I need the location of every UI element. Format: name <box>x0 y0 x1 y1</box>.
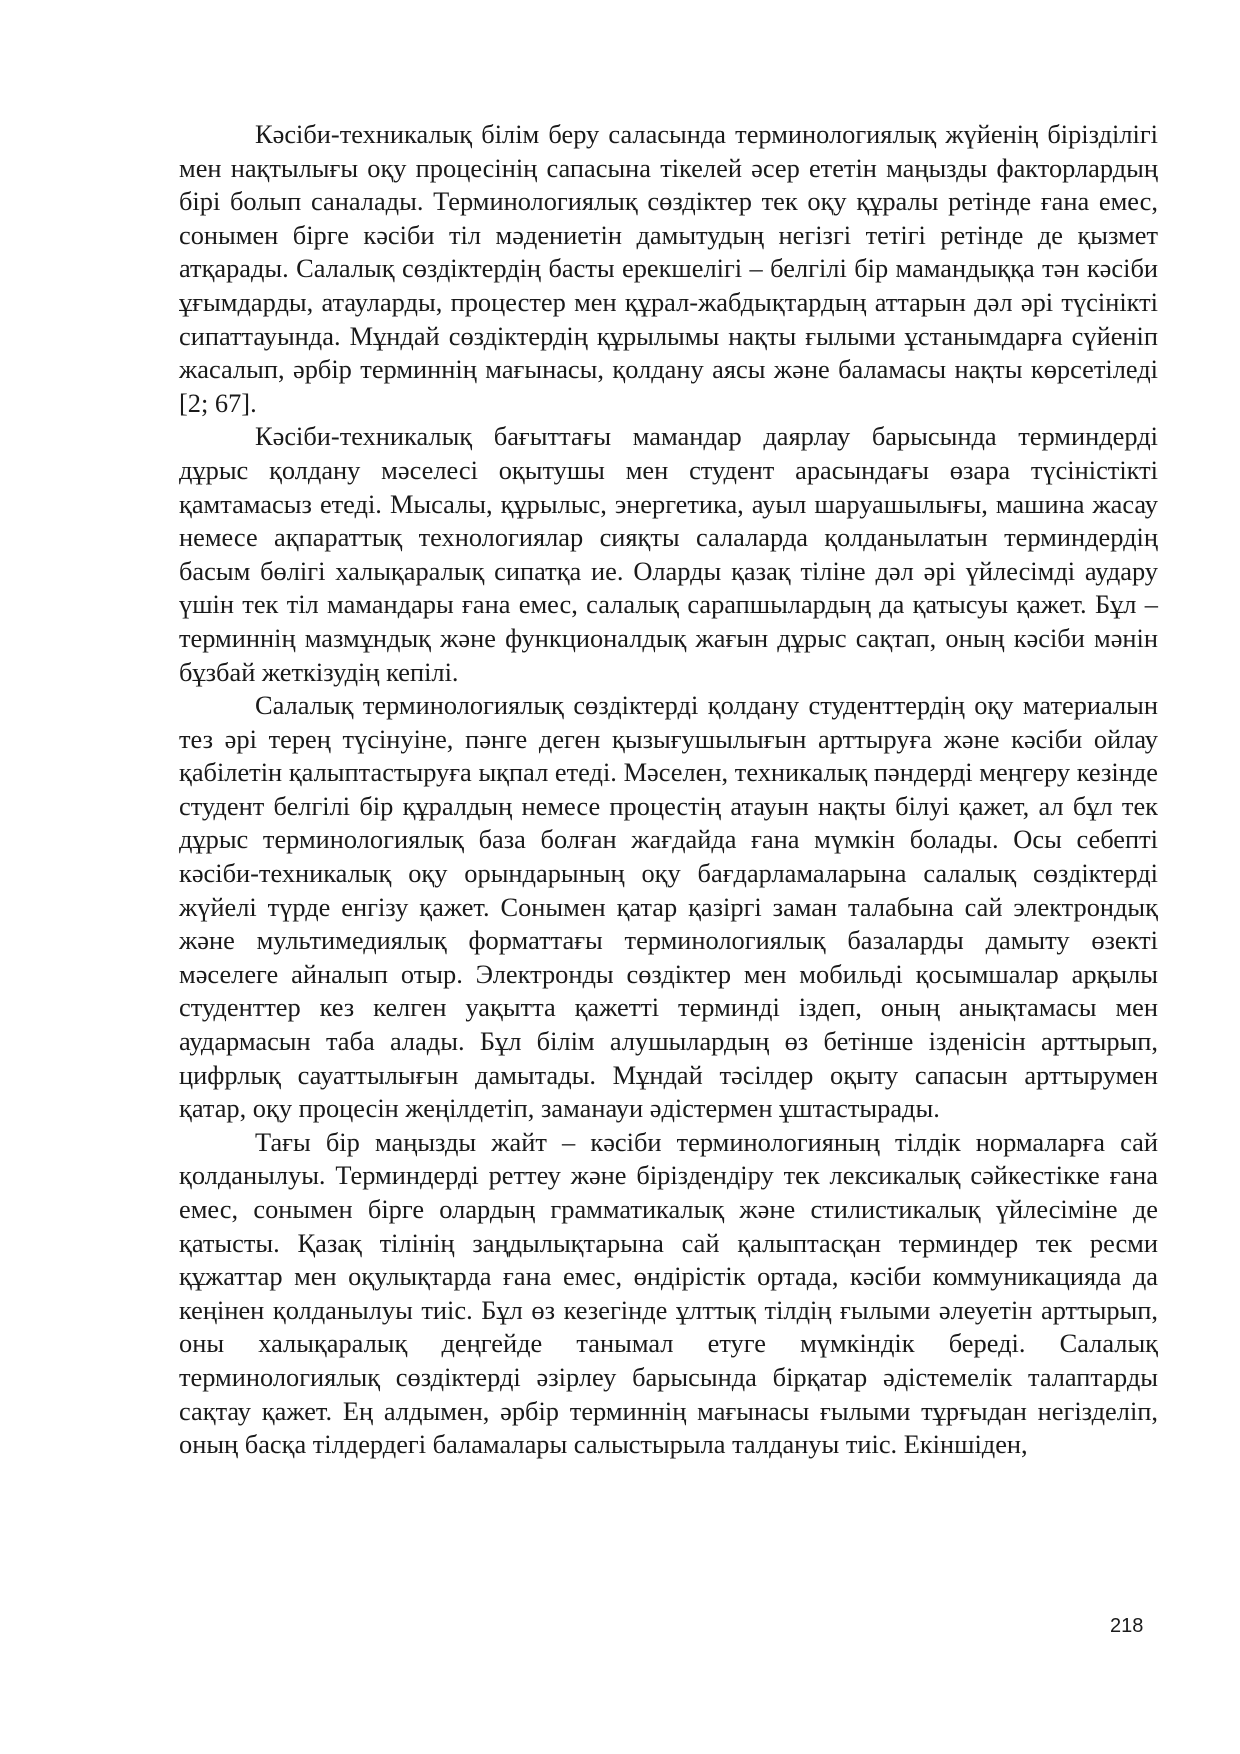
paragraph-4: Тағы бір маңызды жайт – кәсіби терминологияның тілдік нормаларға сай қолданылуы. Терминдерді реттеу және біріздендіру тек лексикалық сәйкестікке ғана емес, сонымен бірге олардың грамматикалық және стилистикалық үйлесіміне де қатысты. Қазақ тілінің заңдылықтарына сай қалыптасқан терминдер тек ресми құжаттар мен оқулықтарда ғана емес, өндірістік ортада, кәсіби коммуникацияда да кеңінен қолданылуы тиіс. Бұл өз кезегінде ұлттық тілдің ғылыми әлеуетін арттырып, оны халықаралық деңгейде танымал етуге мүмкіндік береді. Салалық терминологиялық сөздіктерді әзірлеу барысында бірқатар әдістемелік талаптарды сақтау қажет. Ең алдымен, әрбір терминнің мағынасы ғылыми тұрғыдан негізделіп, оның басқа тілдердегі баламалары салыстырыла талдануы тиіс. Екіншіден, <box>179 1126 1158 1460</box>
paragraph-3: Салалық терминологиялық сөздіктерді қолдану студенттердің оқу материалын тез әрі терең түсінуіне, пәнге деген қызығушылығын арттыруға және кәсіби ойлау қабілетін қалыптастыруға ықпал етеді. Мәселен, техникалық пәндерді меңгеру кезінде студент белгілі бір құралдың немесе процестің атауын нақты білуі қажет, ал бұл тек дұрыс терминологиялық база болған жағдайда ғана мүмкін болады. Осы себепті кәсіби-техникалық оқу орындарының оқу бағдарламаларына салалық сөздіктерді жүйелі түрде енгізу қажет. Сонымен қатар қазіргі заман талабына сай электрондық және мультимедиялық форматтағы терминологиялық базаларды дамыту өзекті мәселеге айналып отыр. Электронды сөздіктер мен мобильді қосымшалар арқылы студенттер кез келген уақытта қажетті терминді іздеп, оның анықтамасы мен аудармасын таба алады. Бұл білім алушылардың өз бетінше ізденісін арттырып, цифрлық сауаттылығын дамытады. Мұндай тәсілдер оқыту сапасын арттырумен қатар, оқу процесін жеңілдетіп, заманауи әдістермен ұштастырады. <box>179 690 1158 1124</box>
paragraph-1: Кәсіби-техникалық білім беру саласында терминологиялық жүйенің біріздiлігі мен нақтылығы оқу процесінің сапасына тікелей әсер ететін маңызды факторлардың бірі болып саналады. Терминологиялық сөздіктер тек оқу құралы ретінде ғана емес, сонымен бірге кәсіби тіл мәдениетін дамытудың негізгі тетігі ретінде де қызмет атқарады. Салалық сөздіктердің басты ерекшелігі – белгілі бір мамандыққа тән кәсіби ұғымдарды, атауларды, процестер мен құрал-жабдықтардың аттарын дәл әрі түсінікті сипаттауында. Мұндай сөздіктердің құрылымы нақты ғылыми ұстанымдарға сүйеніп жасалып, әрбір терминнің мағынасы, қолдану аясы және баламасы нақты көрсетіледі [2; 67]. <box>179 119 1158 418</box>
paragraph-2: Кәсіби-техникалық бағыттағы мамандар даярлау барысында терминдерді дұрыс қолдану мәселесі оқытушы мен студент арасындағы өзара түсіністікті қамтамасыз етеді. Мысалы, құрылыс, энергетика, ауыл шаруашылығы, машина жасау немесе ақпараттық технологиялар сияқты салаларда қолданылатын терминдердің басым бөлігі халықаралық сипатқа ие. Оларды қазақ тіліне дәл әрі үйлесімді аудару үшін тек тіл мамандары ғана емес, салалық сарапшылардың да қатысуы қажет. Бұл – терминнің мазмұндық және функционалдық жағын дұрыс сақтап, оның кәсіби мәнін бұзбай жеткізудің кепілі. <box>179 421 1158 687</box>
document-body <box>179 118 1158 1462</box>
page-number: 218 <box>1110 1615 1144 1637</box>
